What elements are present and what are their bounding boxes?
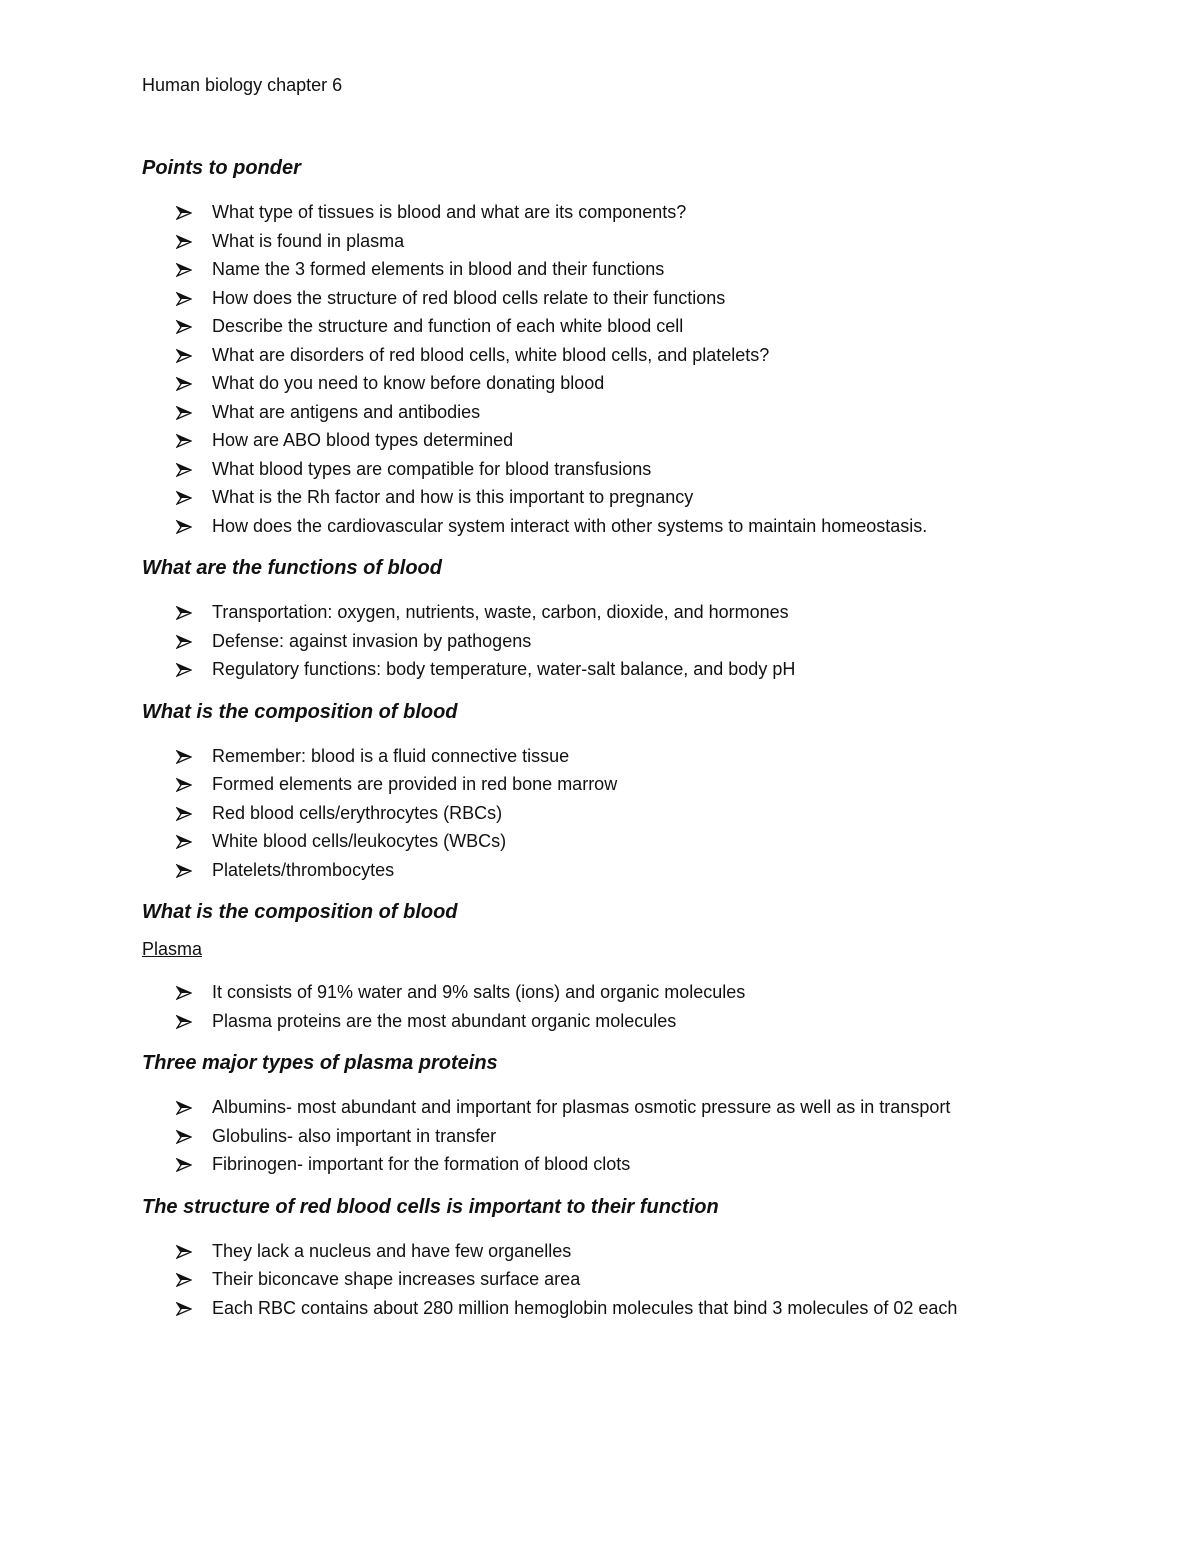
list-item-text: What is the Rh factor and how is this important to pregnancy (212, 487, 694, 507)
list-item (142, 1007, 1142, 1036)
list-item-text: Defense: against invasion by pathogens (212, 630, 532, 651)
arrowhead-bullet-icon (176, 292, 192, 306)
arrowhead-bullet-icon (176, 1015, 192, 1029)
list-item (142, 398, 1142, 427)
arrowhead-bullet-icon (176, 1273, 192, 1287)
list-item-text: Albumins- most abundant and important for plasmas osmotic pressure as well as in transport (212, 1097, 951, 1117)
section (142, 554, 1142, 684)
list-item-text: White blood cells/leukocytes (WBCs) (212, 831, 507, 851)
list-item-text: How are ABO blood types determined (212, 430, 514, 450)
section-heading: What is the composition of blood (142, 901, 458, 923)
section-heading: The structure of red blood cells is important to their function (142, 1195, 719, 1218)
list-item-text: How does the structure of red blood cells relate to their functions (212, 287, 726, 308)
list-item (142, 598, 1142, 627)
section-heading: Points to ponder (142, 157, 301, 179)
section-subheading: Plasma (142, 939, 203, 959)
arrowhead-bullet-icon (176, 986, 192, 1000)
list-item (142, 284, 1142, 313)
list-item-text: Fibrinogen- important for the formation of blood clots (212, 1154, 631, 1174)
arrowhead-bullet-icon (176, 750, 192, 764)
arrowhead-bullet-icon (176, 406, 192, 420)
list-item (142, 627, 1142, 656)
section (142, 1193, 1142, 1323)
list-item-text: Platelets/thrombocytes (212, 859, 395, 880)
bullet-list (142, 598, 1142, 684)
list-item (142, 341, 1142, 370)
list-item-text: Globulins- also important in transfer (212, 1125, 497, 1146)
section (142, 698, 1142, 885)
section-heading: What are the functions of blood (142, 557, 442, 579)
arrowhead-bullet-icon (176, 1158, 192, 1172)
arrowhead-bullet-icon (176, 1302, 192, 1316)
list-item-text: Their biconcave shape increases surface area (212, 1269, 581, 1289)
list-item (142, 312, 1142, 341)
arrowhead-bullet-icon (176, 320, 192, 334)
list-item-text: What are antigens and antibodies (212, 401, 481, 422)
document-body (142, 154, 1142, 1322)
arrowhead-bullet-icon (176, 864, 192, 878)
arrowhead-bullet-icon (176, 663, 192, 677)
bullet-list (142, 742, 1142, 885)
list-item (142, 1294, 1142, 1323)
list-item-text: What blood types are compatible for blood transfusions (212, 458, 652, 479)
list-item (142, 978, 1142, 1007)
list-item-text: What are disorders of red blood cells, white blood cells, and platelets? (212, 344, 770, 365)
list-item-text: Describe the structure and function of each white blood cell (212, 316, 684, 336)
bullet-list (142, 1237, 1142, 1323)
list-item-text: It consists of 91% water and 9% salts (ions) and organic molecules (212, 982, 746, 1002)
list-item-text: What type of tissues is blood and what are its components? (212, 202, 687, 222)
list-item (142, 655, 1142, 684)
list-item (142, 1093, 1142, 1122)
list-item-text: Red blood cells/erythrocytes (RBCs) (212, 802, 503, 823)
section (142, 898, 1142, 1035)
bullet-list (142, 198, 1142, 540)
arrowhead-bullet-icon (176, 1101, 192, 1115)
arrowhead-bullet-icon (176, 491, 192, 505)
arrowhead-bullet-icon (176, 463, 192, 477)
arrowhead-bullet-icon (176, 349, 192, 363)
arrowhead-bullet-icon (176, 635, 192, 649)
list-item (142, 198, 1142, 227)
list-item-text: Formed elements are provided in red bone marrow (212, 774, 618, 794)
list-item (142, 426, 1142, 455)
list-item (142, 799, 1142, 828)
list-item-text: Name the 3 formed elements in blood and their functions (212, 259, 665, 279)
arrowhead-bullet-icon (176, 835, 192, 849)
bullet-list (142, 978, 1142, 1035)
list-item (142, 369, 1142, 398)
section (142, 1049, 1142, 1179)
arrowhead-bullet-icon (176, 778, 192, 792)
document-title: Human biology chapter 6 (142, 75, 343, 95)
list-item-text: Each RBC contains about 280 million hemoglobin molecules that bind 3 molecules of 02 each (212, 1297, 958, 1318)
list-item (142, 856, 1142, 885)
list-item (142, 742, 1142, 771)
list-item-text: They lack a nucleus and have few organelles (212, 1240, 572, 1261)
arrowhead-bullet-icon (176, 1130, 192, 1144)
arrowhead-bullet-icon (176, 1245, 192, 1259)
section (142, 154, 1142, 540)
list-item (142, 1237, 1142, 1266)
list-item (142, 1122, 1142, 1151)
list-item (142, 512, 1142, 541)
list-item (142, 227, 1142, 256)
document-page (142, 72, 1142, 1322)
list-item-text: Remember: blood is a fluid connective tissue (212, 745, 570, 766)
list-item-text: What do you need to know before donating blood (212, 373, 605, 393)
list-item-text: What is found in plasma (212, 230, 405, 251)
list-item (142, 1150, 1142, 1179)
list-item (142, 455, 1142, 484)
arrowhead-bullet-icon (176, 606, 192, 620)
arrowhead-bullet-icon (176, 520, 192, 534)
arrowhead-bullet-icon (176, 206, 192, 220)
bullet-list (142, 1093, 1142, 1179)
section-heading: What is the composition of blood (142, 700, 458, 723)
list-item (142, 1265, 1142, 1294)
list-item-text: Regulatory functions: body temperature, water-salt balance, and body pH (212, 659, 796, 679)
arrowhead-bullet-icon (176, 377, 192, 391)
arrowhead-bullet-icon (176, 434, 192, 448)
arrowhead-bullet-icon (176, 235, 192, 249)
list-item-text: Plasma proteins are the most abundant organic molecules (212, 1010, 677, 1031)
list-item (142, 255, 1142, 284)
list-item-text: Transportation: oxygen, nutrients, waste, carbon, dioxide, and hormones (212, 602, 789, 622)
list-item (142, 770, 1142, 799)
list-item-text: How does the cardiovascular system interact with other systems to maintain homeostasis. (212, 515, 928, 536)
list-item (142, 827, 1142, 856)
arrowhead-bullet-icon (176, 807, 192, 821)
section-heading: Three major types of plasma proteins (142, 1052, 498, 1074)
list-item (142, 483, 1142, 512)
arrowhead-bullet-icon (176, 263, 192, 277)
